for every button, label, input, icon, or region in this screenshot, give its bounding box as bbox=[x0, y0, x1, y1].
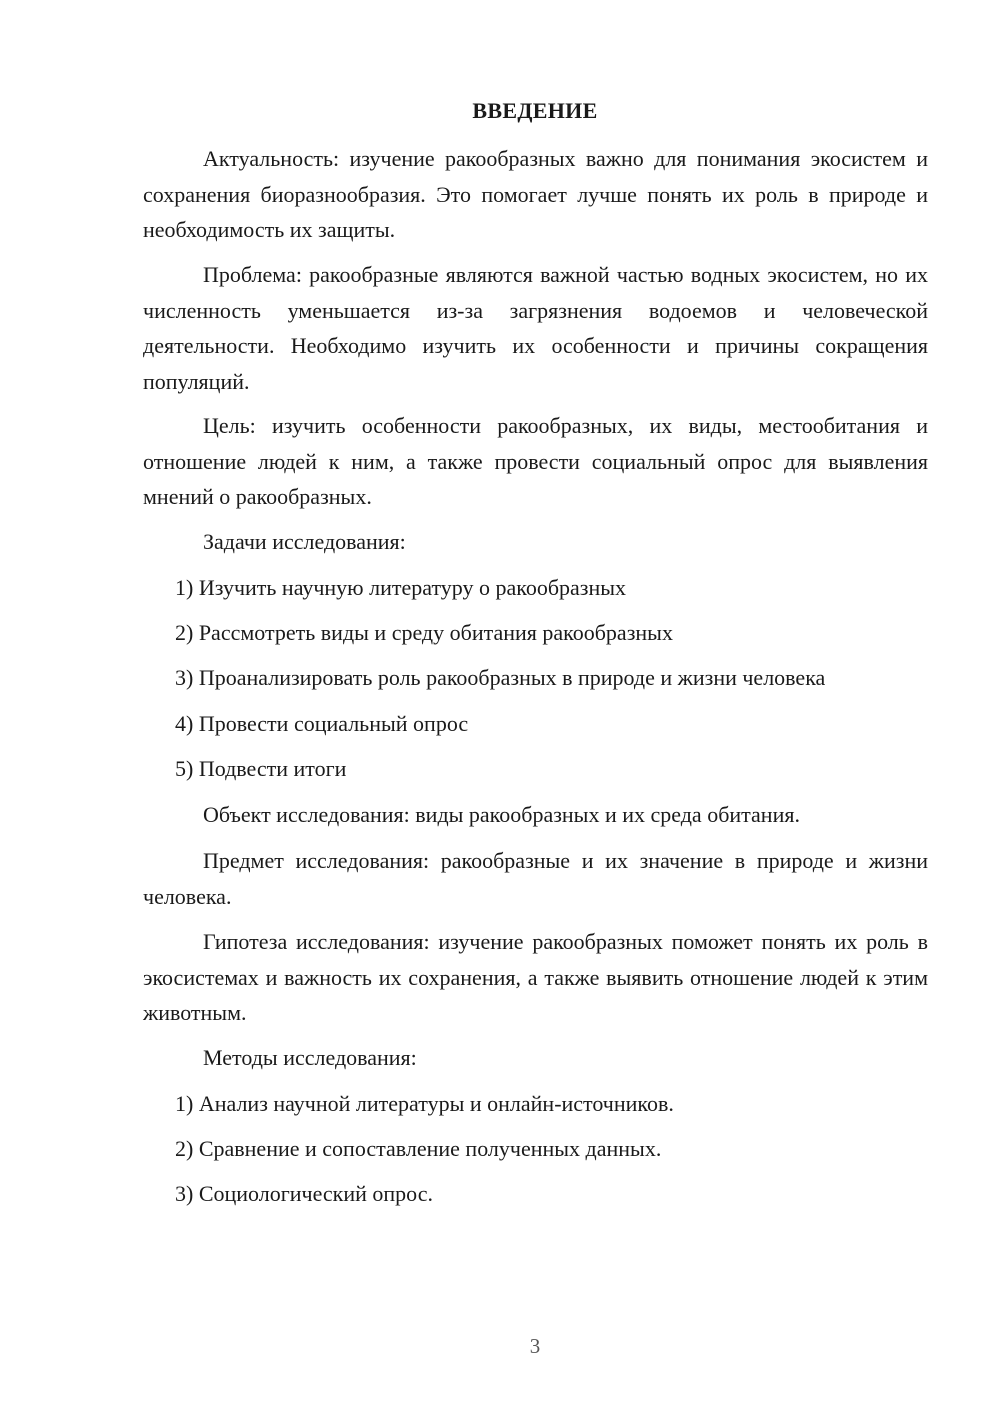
page-title: ВВЕДЕНИЕ bbox=[472, 98, 598, 123]
goal-paragraph: Цель: изучить особенности ракообразных, их виды, местообитания и отношение людей к ним, а также провести социальный опрос для выявления мнений о ракообразных. bbox=[143, 413, 928, 509]
methods-heading: Методы исследования: bbox=[203, 1045, 417, 1070]
relevance-paragraph: Актуальность: изучение ракообразных важно для понимания экосистем и сохранения биоразнообразия. Это помогает лучше понять их роль в природе и необходимость их защиты. bbox=[143, 146, 928, 242]
list-item: 1) Анализ научной литературы и онлайн-источников. bbox=[175, 1091, 674, 1116]
list-item: 3) Проанализировать роль ракообразных в природе и жизни человека bbox=[175, 665, 826, 690]
list-item: 3) Социологический опрос. bbox=[175, 1181, 433, 1206]
list-item: 1) Изучить научную литературу о ракообразных bbox=[175, 575, 627, 600]
problem-paragraph: Проблема: ракообразные являются важной частью водных экосистем, но их численность уменьшается из-за загрязнения водоемов и человеческой деятельности. Необходимо изучить их особенности и причины сокращения популяций. bbox=[143, 262, 928, 394]
object-line: Объект исследования: виды ракообразных и их среда обитания. bbox=[203, 802, 800, 827]
list-item: 4) Провести социальный опрос bbox=[175, 711, 469, 736]
hypothesis-paragraph: Гипотеза исследования: изучение ракообразных поможет понять их роль в экосистемах и важность их сохранения, а также выявить отношение людей к этим животным. bbox=[143, 929, 928, 1025]
list-item: 2) Сравнение и сопоставление полученных данных. bbox=[175, 1136, 662, 1161]
page-number: 3 bbox=[529, 1334, 541, 1358]
list-item: 2) Рассмотреть виды и среду обитания ракообразных bbox=[175, 620, 673, 645]
subject-paragraph: Предмет исследования: ракообразные и их значение в природе и жизни человека. bbox=[143, 848, 928, 909]
list-item: 5) Подвести итоги bbox=[175, 756, 347, 781]
tasks-heading: Задачи исследования: bbox=[203, 529, 406, 554]
